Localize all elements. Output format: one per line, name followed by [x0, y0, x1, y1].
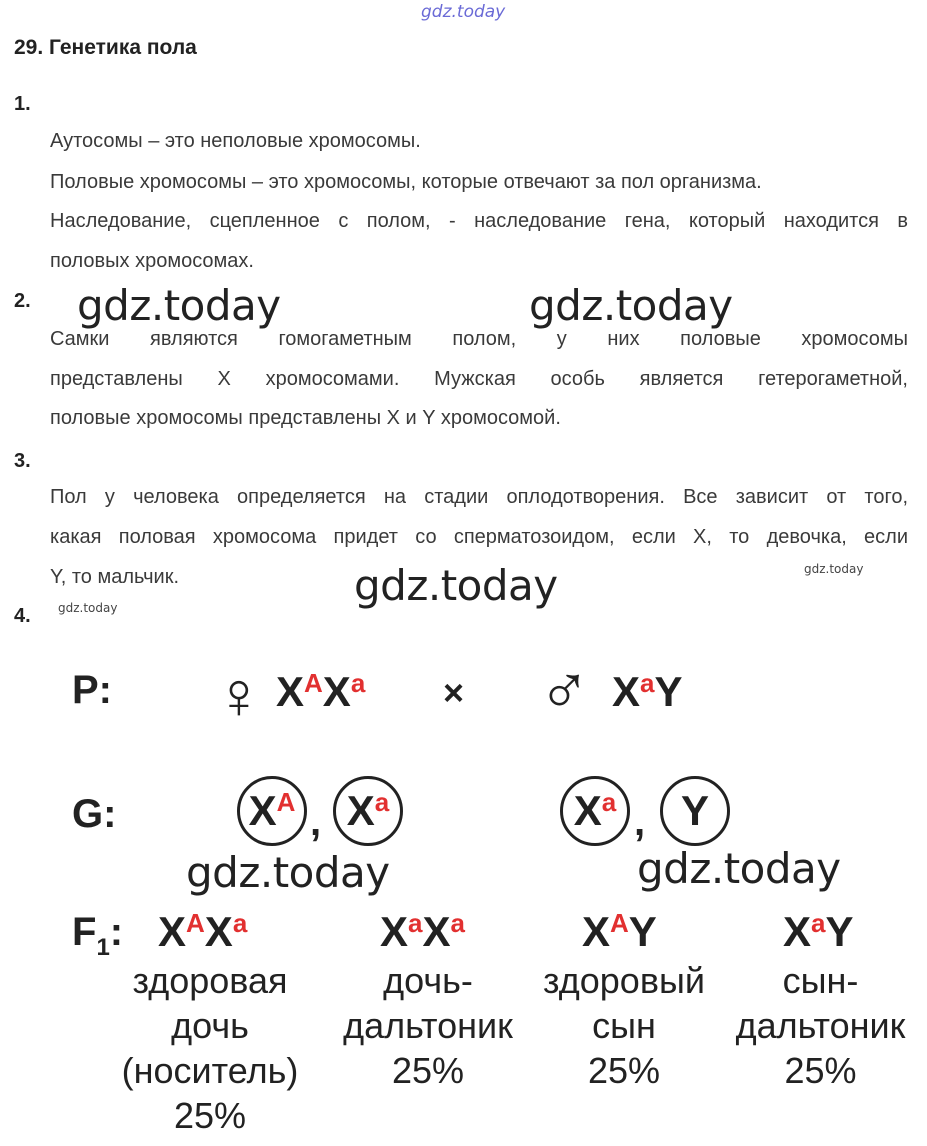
parents-label: P:: [72, 668, 112, 712]
gamete-circle: Y: [660, 776, 730, 846]
paragraph-line: какая половая хромосома придет со сперматозоидом, если X, то девочка, если: [50, 526, 908, 548]
paragraph-line: Наследование, сцепленное с полом, - наследование гена, который находится в: [50, 210, 908, 232]
watermark: gdz.today: [186, 848, 390, 897]
comma: ,: [310, 800, 322, 844]
watermark: gdz.today: [637, 844, 841, 893]
watermark: gdz.today: [529, 281, 733, 330]
paragraph-line: половые хромосомы представлены X и Y хромосомой.: [50, 407, 561, 429]
offspring-genotype: XaY: [783, 908, 854, 955]
offspring-genotype: XaXa: [380, 908, 465, 955]
watermark-top: gdz.today: [421, 2, 506, 22]
comma: ,: [634, 800, 646, 844]
cross-symbol: ×: [443, 672, 465, 713]
paragraph-line: Аутосомы – это неполовые хромосомы.: [50, 130, 421, 152]
paragraph-line: представлены X хромосомами. Мужская особь является гетерогаметной,: [50, 368, 908, 390]
mother-genotype: XAXa: [276, 668, 366, 715]
watermark: gdz.today: [354, 561, 558, 610]
paragraph-line: Самки являются гомогаметным полом, у них половые хромосомы: [50, 328, 908, 350]
page-title: 29. Генетика пола: [14, 36, 197, 59]
offspring-genotype: XAY: [582, 908, 657, 955]
offspring-description: здоровый сын 25%: [543, 960, 705, 1091]
paragraph-line: половых хромосомах.: [50, 250, 254, 272]
father-genotype: XaY: [612, 668, 683, 715]
section-number: 2.: [14, 290, 31, 312]
gamete-circle: XA: [237, 776, 307, 846]
offspring-description: дочь- дальтоник 25%: [343, 960, 513, 1091]
offspring-description: сын- дальтоник 25%: [735, 960, 906, 1091]
watermark: gdz.today: [77, 281, 281, 330]
section-number: 3.: [14, 450, 31, 472]
gamete-circle: Xa: [560, 776, 630, 846]
offspring-label: $F_1$:: [72, 910, 124, 961]
paragraph-line: Пол у человека определяется на стадии оплодотворения. Все зависит от того,: [50, 486, 908, 508]
gametes-label: G:: [72, 792, 117, 836]
section-number: 1.: [14, 93, 31, 115]
gamete-circle: Xa: [333, 776, 403, 846]
offspring-genotype: XAXa: [158, 908, 248, 955]
watermark-small: gdz.today: [58, 601, 118, 615]
male-symbol-icon: ♂: [538, 651, 591, 729]
paragraph-line: Y, то мальчик.: [50, 566, 180, 588]
watermark-small: gdz.today: [804, 562, 864, 576]
offspring-description: здоровая дочь (носитель) 25%: [121, 960, 299, 1136]
female-symbol-icon: ♀: [214, 658, 264, 732]
section-number: 4.: [14, 605, 31, 627]
paragraph-line: Половые хромосомы – это хромосомы, которые отвечают за пол организма.: [50, 171, 762, 193]
